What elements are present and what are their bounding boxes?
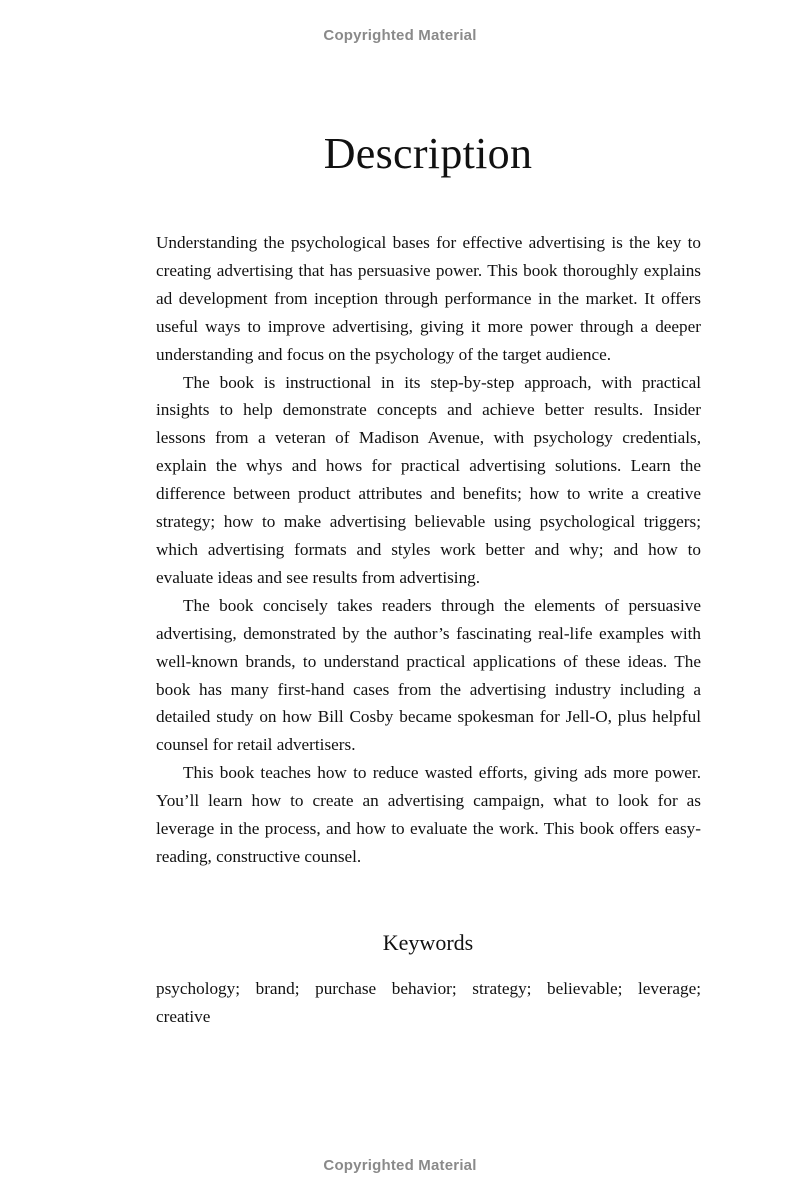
- keywords-list: psychology; brand; purchase behavior; strategy; believable; leverage; creative: [156, 979, 701, 1026]
- description-paragraph: Understanding the psychological bases for effective advertising is the key to creating advertising that has persuasive power. This book thoroughly explains ad development from inception through performance in the market. It offers useful ways to improve advertising, giving it more power through a deeper understanding and focus on the psychology of the target audience.: [156, 233, 701, 364]
- page-title: Description: [323, 129, 533, 178]
- copyright-watermark-bottom: Copyrighted Material: [323, 1157, 477, 1174]
- description-paragraph: The book concisely takes readers through the elements of persuasive advertising, demonstrated by the author’s fascinating real-life examples with well-known brands, to understand practical applications of these ideas. The book has many first-hand cases from the advertising industry including a detailed study on how Bill Cosby became spokesman for Jell-O, plus helpful counsel for retail advertisers.: [156, 595, 701, 755]
- description-body: [156, 229, 701, 871]
- description-paragraph: This book teaches how to reduce wasted efforts, giving ads more power. You’ll learn how to create an advertising campaign, what to look for as leverage in the process, and how to evaluate the work. This book offers easy-reading, constructive counsel.: [156, 763, 701, 866]
- copyright-watermark-top: Copyrighted Material: [323, 27, 477, 44]
- description-paragraph: The book is instructional in its step-by-step approach, with practical insights to help demonstrate concepts and achieve better results. Insider lessons from a veteran of Madison Avenue, with psychology credentials, explain the whys and hows for practical advertising solutions. Learn the difference between product attributes and benefits; how to write a creative strategy; how to make advertising believable using psychological triggers; which advertising formats and styles work better and why; and how to evaluate ideas and see results from advertising.: [156, 372, 701, 587]
- keywords-heading: Keywords: [382, 930, 474, 955]
